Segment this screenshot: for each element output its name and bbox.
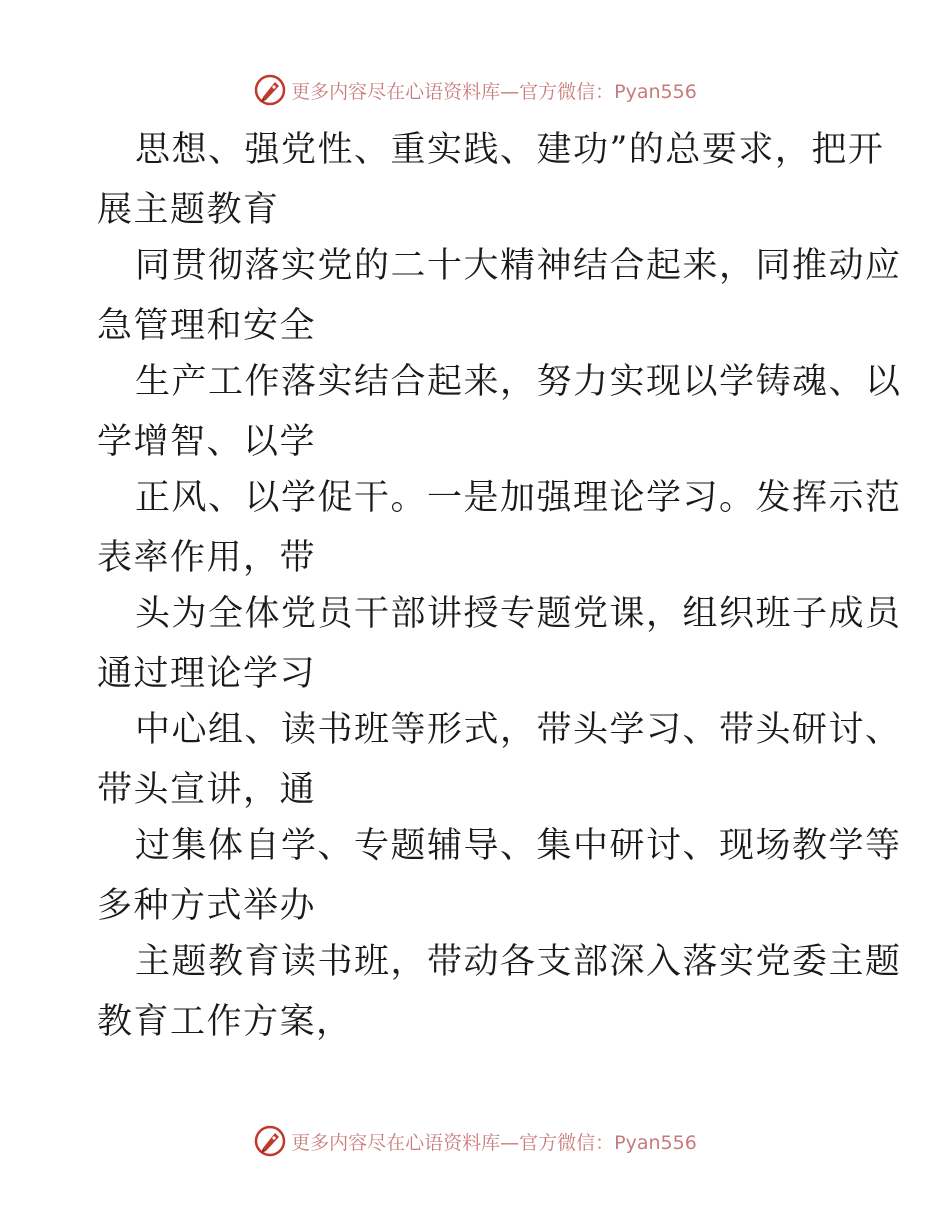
paragraph-line: 过集体自学、专题辅导、集中研讨、现场教学等 [135, 826, 902, 866]
paragraph-line: 主题教育读书班，带动各支部深入落实党委主题 [135, 942, 902, 982]
paragraph [97, 932, 902, 1052]
paragraph-line: 带头宣讲，通 [97, 770, 317, 810]
header-watermark-banner [0, 70, 950, 110]
paragraph-line: 多种方式举办 [97, 886, 317, 926]
paragraph-line: 中心组、读书班等形式，带头学习、带头研讨、 [135, 710, 902, 750]
paragraph-line: 正风、以学促干。一是加强理论学习。发挥示范 [135, 478, 902, 518]
paragraph [97, 352, 902, 472]
paragraph [97, 236, 902, 356]
paragraph-line: 同贯彻落实党的二十大精神结合起来，同推动应 [135, 246, 902, 286]
paragraph-line: 表率作用，带 [97, 538, 317, 578]
paragraph-line: 生产工作落实结合起来，努力实现以学铸魂、以 [135, 362, 902, 402]
paragraph-line: 思想、强党性、重实践、建功”的总要求，把开 [135, 130, 885, 170]
paragraph-line: 教育工作方案， [97, 1002, 353, 1042]
paragraph-line: 头为全体党员干部讲授专题党课，组织班子成员 [135, 594, 902, 634]
watermark-text: 更多内容尽在心语资料库—官方微信：Pyan556 [291, 1131, 697, 1154]
paragraph [97, 816, 902, 936]
paragraph-line: 急管理和安全 [97, 306, 317, 346]
paragraph [97, 700, 902, 820]
paragraph-line: 通过理论学习 [97, 654, 317, 694]
paragraph-line: 学增智、以学 [97, 422, 317, 462]
footer-watermark-banner [0, 1121, 950, 1161]
paragraph [97, 584, 902, 704]
paragraph-line: 展主题教育 [97, 190, 280, 230]
watermark-text: 更多内容尽在心语资料库—官方微信：Pyan556 [291, 80, 697, 103]
pen-nib-logo-icon [253, 73, 287, 107]
paragraph [97, 120, 885, 240]
pen-nib-logo-icon [253, 1124, 287, 1158]
paragraph [97, 468, 902, 588]
